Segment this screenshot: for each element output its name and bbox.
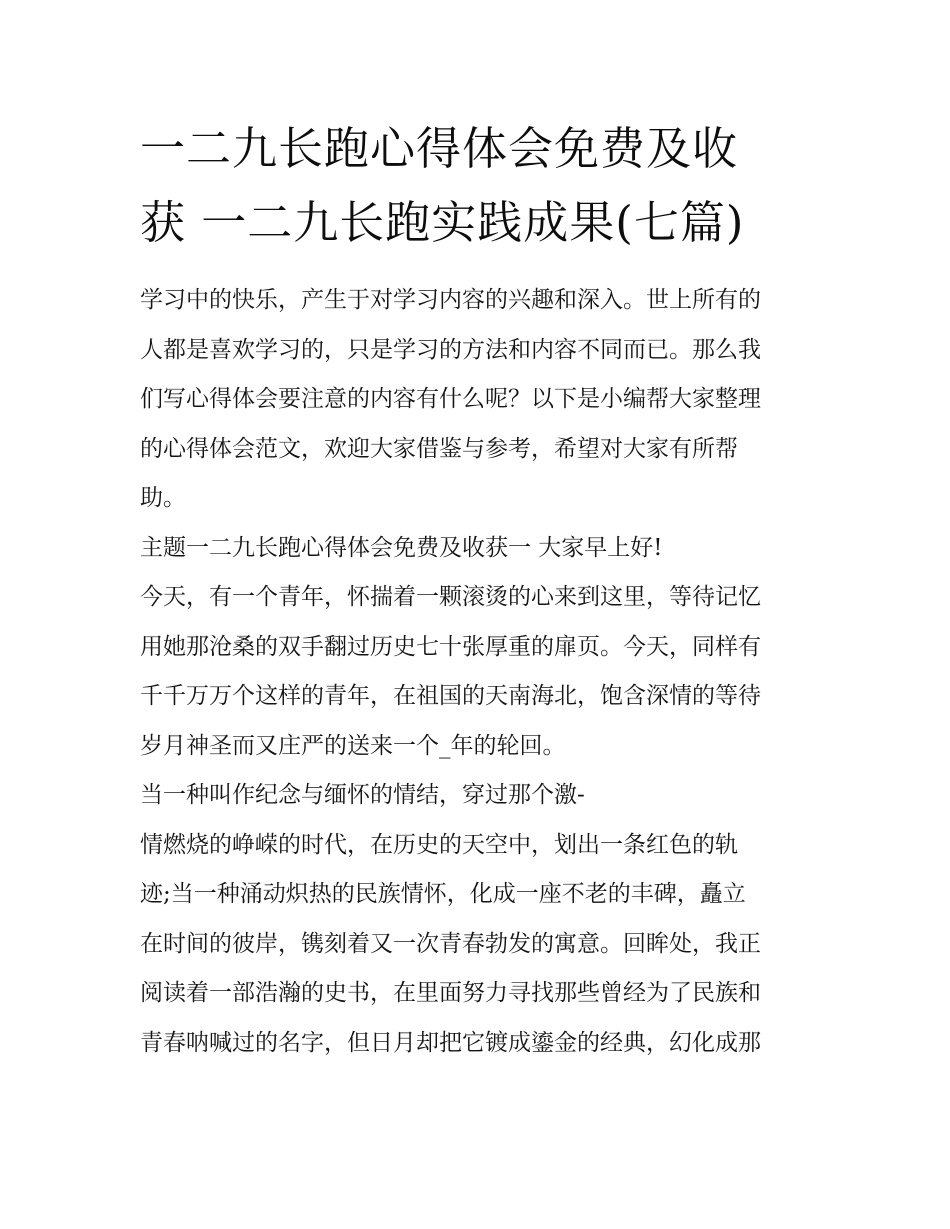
document-title bbox=[140, 112, 820, 260]
body-line: 们写心得体会要注意的内容有什么呢？以下是小编帮大家整理 bbox=[140, 386, 761, 412]
title-line-1: 一二九长跑心得体会免费及收 bbox=[140, 122, 739, 175]
section-heading-line: 主题一二九长跑心得体会免费及收获一 大家早上好! bbox=[140, 534, 663, 561]
body-line: 千千万万个这样的青年，在祖国的天南海北，饱含深情的等待 bbox=[140, 683, 761, 709]
body-line: 学习中的快乐，产生于对学习内容的兴趣和深入。世上所有的 bbox=[140, 287, 761, 313]
document-body bbox=[140, 276, 820, 1068]
title-line-2: 获 一二九长跑实践成果(七篇) bbox=[140, 196, 745, 249]
body-line: 在时间的彼岸，镌刻着又一次青春勃发的寓意。回眸处，我正 bbox=[140, 930, 761, 957]
body-line: 岁月神圣而又庄严的送来一个_年的轮回。 bbox=[140, 732, 566, 759]
body-line: 的心得体会范文，欢迎大家借鉴与参考，希望对大家有所帮 bbox=[140, 435, 738, 462]
body-line: 当一种叫作纪念与缅怀的情结，穿过那个激- bbox=[140, 782, 585, 808]
body-line: 用她那沧桑的双手翻过历史七十张厚重的扉页。今天，同样有 bbox=[140, 633, 761, 660]
body-line: 助。 bbox=[140, 485, 186, 511]
body-line: 青春呐喊过的名字，但日月却把它镀成鎏金的经典，幻化成那 bbox=[140, 1029, 761, 1056]
body-line: 人都是喜欢学习的，只是学习的方法和内容不同而已。那么我 bbox=[140, 336, 761, 363]
body-line: 迹;当一种涌动炽热的民族情怀，化成一座不老的丰碑，矗立 bbox=[140, 881, 746, 907]
body-line: 今天，有一个青年，怀揣着一颗滚烫的心来到这里，等待记忆 bbox=[140, 584, 761, 610]
body-line: 情燃烧的峥嵘的时代，在历史的天空中，划出一条红色的轨 bbox=[140, 831, 738, 858]
body-line: 阅读着一部浩瀚的史书，在里面努力寻找那些曾经为了民族和 bbox=[140, 980, 761, 1006]
